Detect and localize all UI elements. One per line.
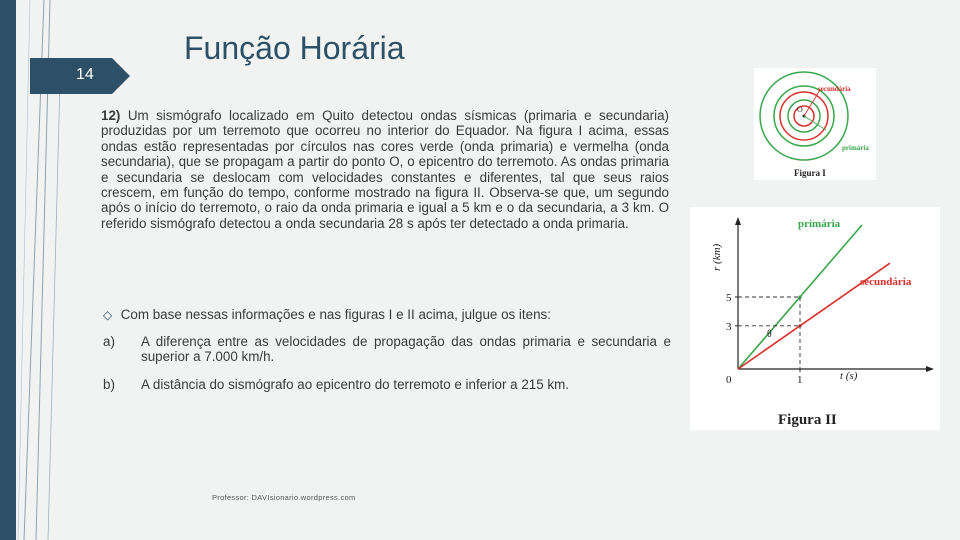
x-tick-label: 1	[797, 374, 803, 386]
y-axis-arrow	[735, 217, 741, 225]
footer-credit: Professor: DAVIsionario.wordpress.com	[212, 493, 356, 502]
x-axis-arrow	[926, 366, 934, 372]
x-tick-label: 0	[726, 374, 732, 386]
diamond-bullet-icon: ◇	[103, 308, 113, 322]
axis-x-label: t (s)	[840, 370, 858, 382]
figure-2-caption: Figura II	[778, 412, 837, 428]
label-primary: primária	[798, 218, 841, 230]
item-letter: b)	[103, 377, 115, 392]
question-label: 12)	[101, 108, 121, 123]
question-text: Um sismógrafo localizado em Quito detectou ondas sísmicas (primaria e secundaria) produzidas por um terremoto que ocorreu no interior do Equador. Na figura I acima, essas ondas estão representadas por círculos nas cores verde (onda primaria) e vermelha (onda secundaria), que se propagam a partir do ponto O, o epicentro do terremoto. As ondas primaria e secundaria se deslocam com velocidades constantes e diferentes, tal que seus raios crescem, em função do tempo, conforme mostrado na figura II. Observa-se que, um segundo após o início do terremoto, o raio da onda primaria e igual a 5 km e o da secundaria, a 3 km. O referido sismógrafo detectou a onda secundaria 28 s após ter detectado a onda primaria.	[101, 108, 669, 231]
label-secondary: secundária	[860, 276, 912, 288]
axis-y-label: r (km)	[711, 243, 723, 271]
label-primary: primária	[842, 144, 869, 152]
prompt-line	[103, 307, 683, 322]
item-text: A distância do sismógrafo ao epicentro do terremoto e inferior a 215 km.	[141, 377, 569, 392]
page-title: Função Horária	[184, 30, 405, 66]
item-letter: a)	[103, 334, 115, 349]
figure-1-circles	[754, 68, 876, 180]
item-text: A diferença entre as velocidades de propagação das ondas primaria e secundaria e superior a 7.000 km/h.	[141, 334, 671, 365]
figure-2-chart	[690, 207, 940, 430]
label-secondary: secundária	[818, 85, 851, 93]
y-tick-label: 3	[726, 320, 732, 333]
question-paragraph	[101, 108, 669, 231]
slide-number: 14	[76, 66, 94, 83]
prompt-text: Com base nessas informações e nas figuras I e II acima, julgue os itens:	[120, 307, 551, 322]
y-tick-label: 5	[726, 292, 732, 304]
figure-1-caption: Figura I	[794, 168, 826, 178]
angle-label: θ	[767, 329, 772, 340]
origin-label: O	[797, 105, 803, 114]
